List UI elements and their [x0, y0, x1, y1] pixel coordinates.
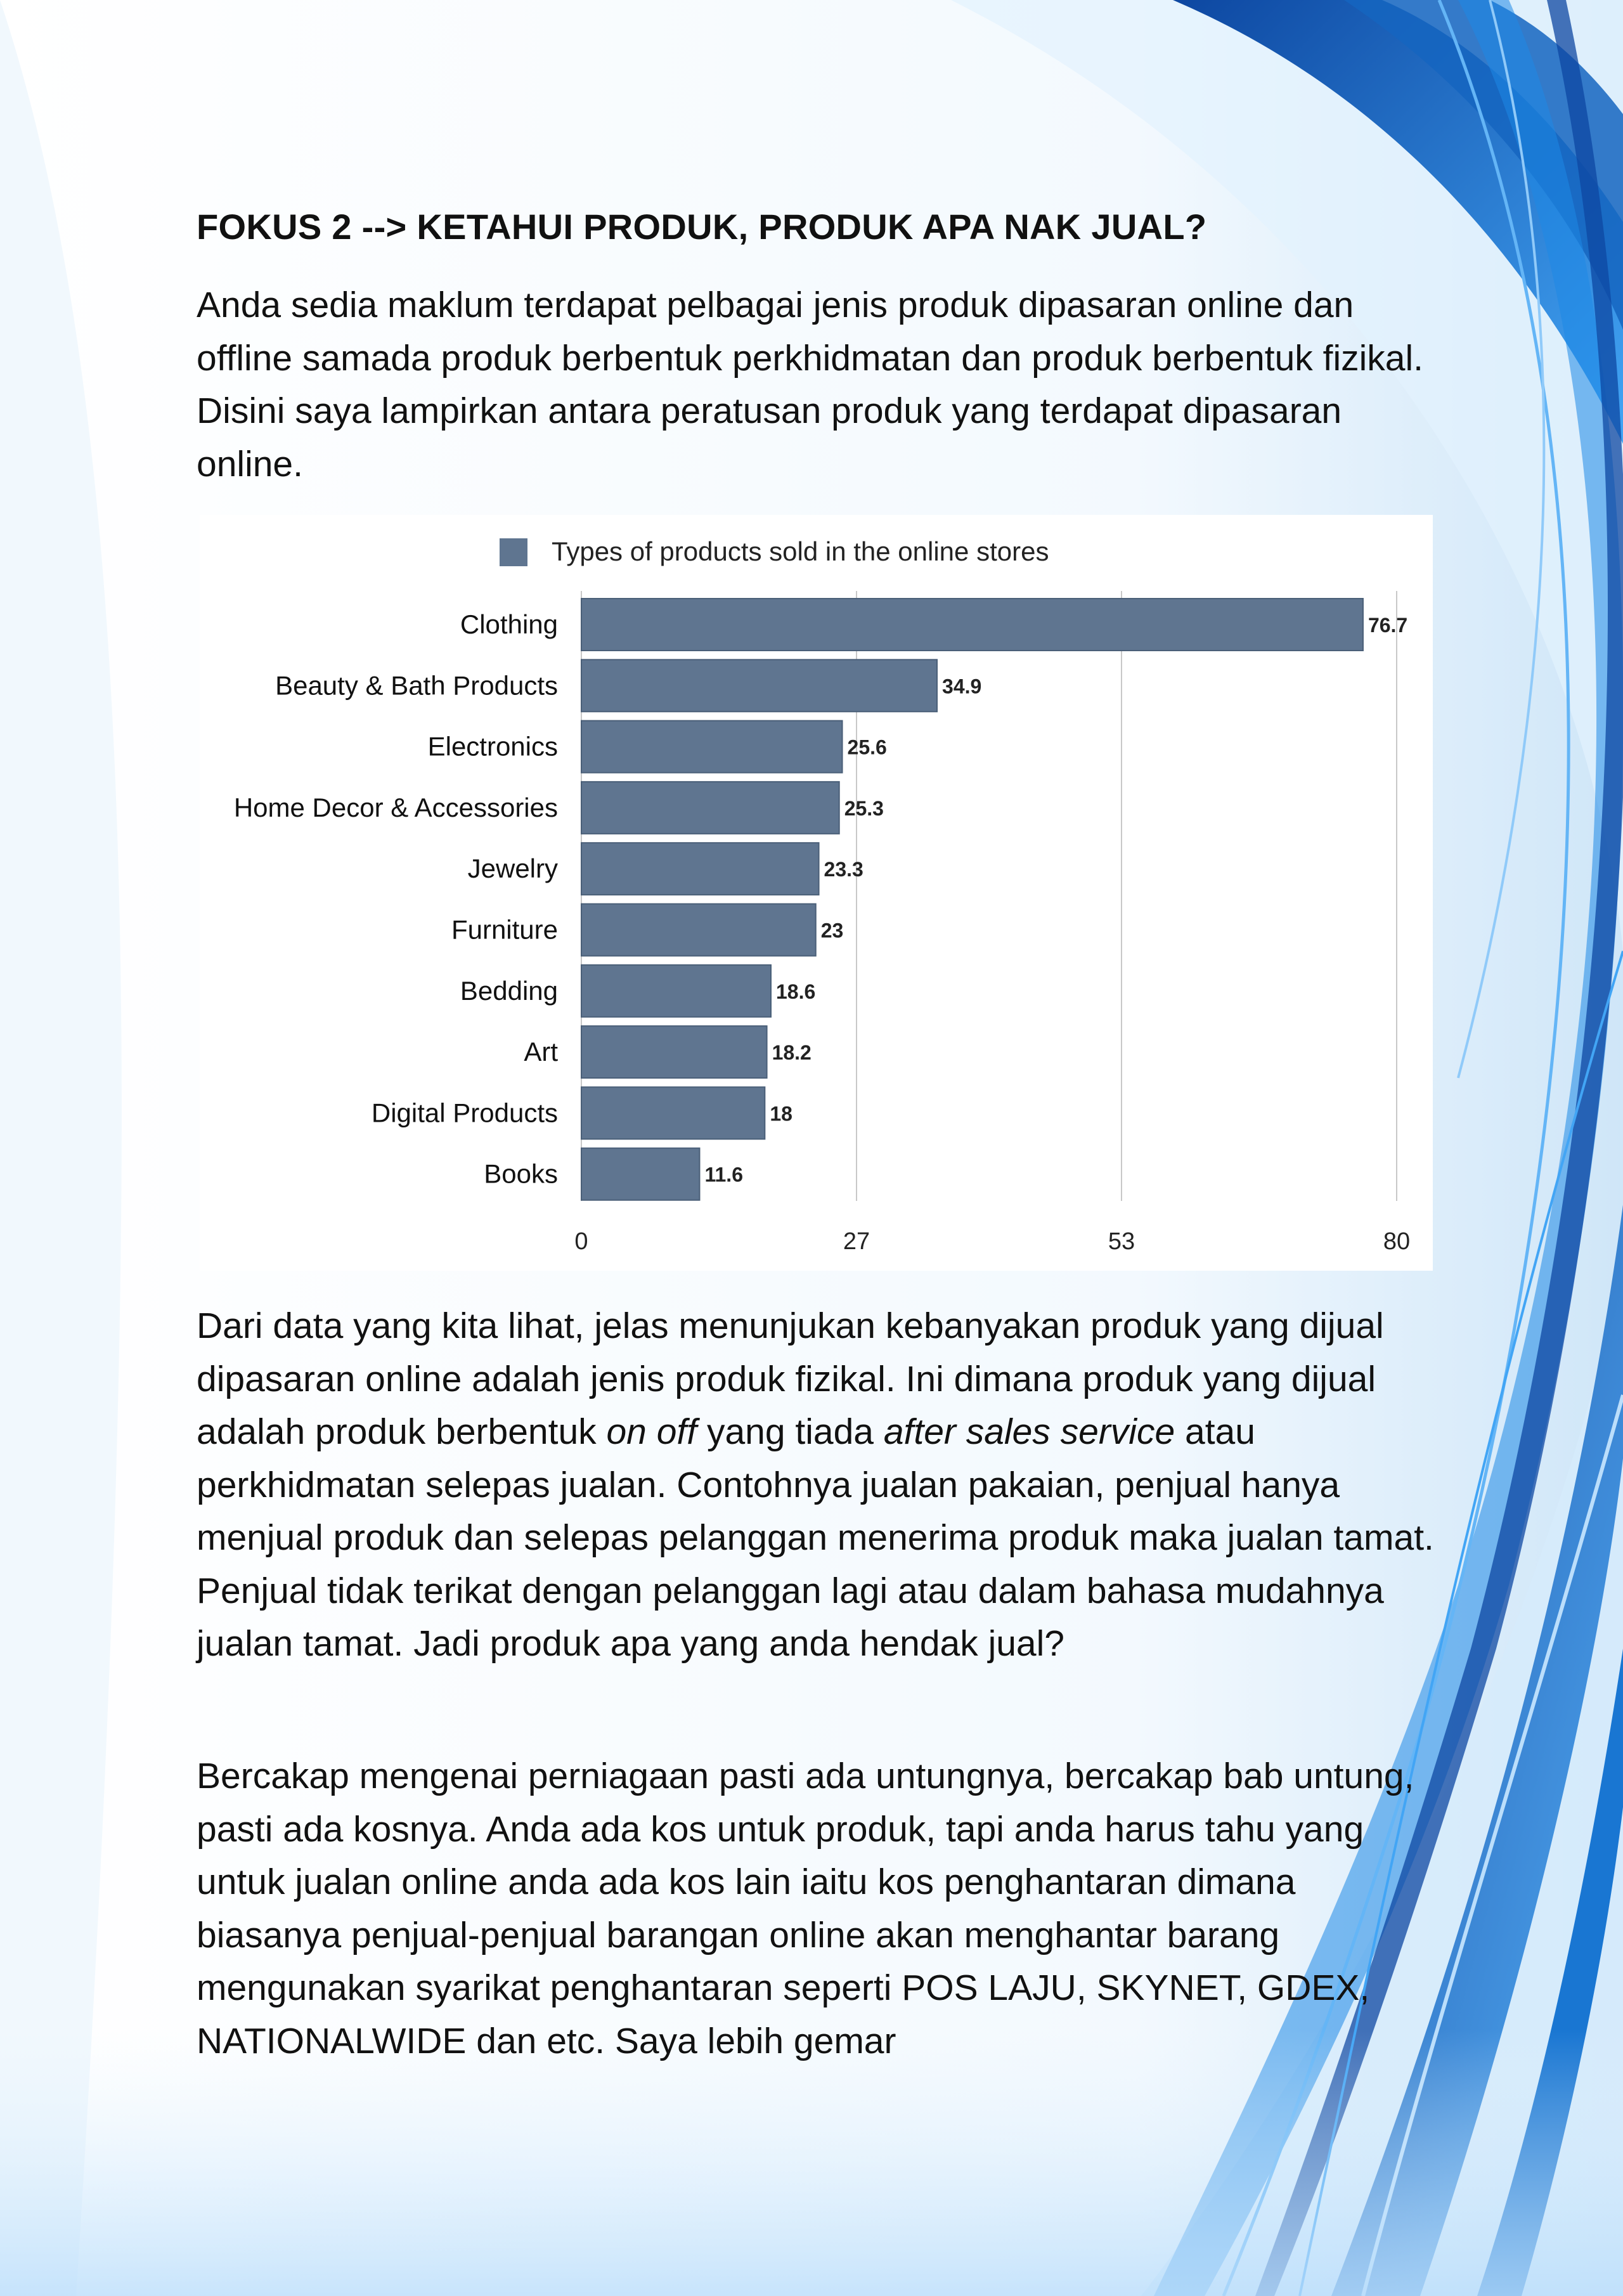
category-label: Furniture	[451, 914, 558, 945]
x-tick-label: 80	[1383, 1228, 1411, 1255]
category-label: Home Decor & Accessories	[233, 792, 558, 822]
x-tick-label: 53	[1108, 1228, 1135, 1255]
data-label: 25.6	[847, 736, 887, 759]
cost-paragraph: Bercakap mengenai perniagaan pasti ada untungnya, bercakap bab untung, pasti ada kosnya. Anda ada kos untuk produk, tapi anda harus tahu yang untuk jualan online anda ada kos lain iaitu kos penghantaran dimana biasanya penjual-penjual barangan online akan menghantar barang mengunakan syarikat penghantaran seperti POS LAJU, SKYNET, GDEX, NATIONALWIDE dan etc. Saya lebih gemar	[197, 1756, 1414, 2061]
analysis-paragraph	[197, 1300, 1445, 1671]
intro-paragraph: Anda sedia maklum terdapat pelbagai jenis produk dipasaran online dan offline samada produk berbentuk perkhidmatan dan produk berbentuk fizikal. Disini saya lampirkan antara peratusan produk yang terdapat dipasaran online.	[197, 285, 1423, 484]
data-label: 11.6	[704, 1163, 743, 1186]
category-label: Electronics	[427, 731, 558, 762]
bar	[581, 1026, 767, 1078]
x-tick-label: 0	[574, 1228, 588, 1255]
x-tick-label: 27	[843, 1228, 870, 1255]
category-label: Bedding	[460, 975, 558, 1006]
bar	[581, 904, 816, 956]
bar	[581, 1148, 699, 1200]
bar	[581, 659, 937, 711]
data-label: 23.3	[824, 858, 863, 881]
bar	[581, 843, 819, 895]
data-label: 18	[770, 1102, 792, 1125]
analysis-text-3: atau perkhidmatan selepas jualan. Contohnya jualan pakaian, penjual hanya menjual produk dan selepas pelanggan menerima produk maka jualan tamat. Penjual tidak terikat dengan pelanggan lagi atau dalam bahasa mudahnya jualan tamat. Jadi produk apa yang anda hendak jual?	[197, 1411, 1434, 1664]
data-label: 25.3	[844, 796, 884, 820]
data-label: 23	[820, 919, 844, 942]
data-label: 18.2	[772, 1041, 812, 1065]
category-label: Books	[484, 1158, 558, 1189]
analysis-text-2: yang tiada	[697, 1411, 884, 1452]
category-label: Digital Products	[371, 1098, 558, 1128]
category-label: Jewelry	[467, 853, 558, 884]
bar	[581, 599, 1363, 651]
bar	[581, 782, 839, 834]
analysis-emphasis-after-sales: after sales service	[883, 1411, 1175, 1452]
page-heading: FOKUS 2 --> KETAHUI PRODUK, PRODUK APA NAK JUAL?	[197, 207, 1207, 247]
bar	[581, 965, 771, 1017]
category-label: Art	[524, 1037, 558, 1067]
data-label: 34.9	[942, 675, 982, 698]
category-label: Beauty & Bath Products	[275, 670, 558, 701]
analysis-text-1: Dari data yang kita lihat, jelas menunjukan kebanyakan produk yang dijual dipasaran online adalah jenis produk fizikal. Ini dimana produk yang dijual adalah produk berbentuk	[197, 1306, 1384, 1452]
data-label: 76.7	[1368, 614, 1408, 637]
analysis-emphasis-on-off: on off	[606, 1411, 697, 1452]
bar	[581, 1087, 765, 1139]
product-types-chart	[200, 515, 1433, 1271]
bar	[581, 721, 843, 773]
data-label: 18.6	[775, 980, 816, 1003]
bar-chart	[200, 515, 1433, 1271]
legend-swatch	[500, 538, 527, 566]
legend-label: Types of products sold in the online stores	[552, 536, 1049, 566]
category-label: Clothing	[460, 609, 558, 639]
